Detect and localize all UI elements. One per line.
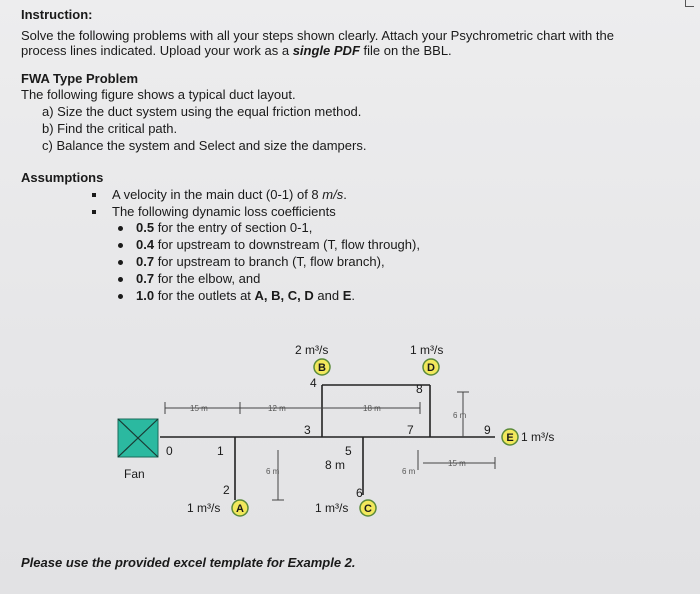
instruction-line-2-post: file on the BBL.: [359, 43, 452, 58]
length-15b: 15 m: [448, 459, 466, 468]
coefficient-description: for upstream to branch (T, flow branch),: [154, 254, 385, 269]
assumption-velocity-unit: m/s: [322, 187, 344, 202]
coefficient-description: for the entry of section 0-1,: [154, 220, 313, 235]
outlet-a-label: A: [236, 503, 244, 515]
length-6b: 6 m: [402, 467, 416, 476]
problem-title: FWA Type Problem: [21, 71, 139, 86]
problem-intro: The following figure shows a typical duct layout.: [21, 87, 296, 102]
coefficient-value: 0.7: [136, 254, 155, 269]
flow-a-label: 1 m³/s: [187, 501, 221, 515]
outlet-letters: A, B, C, D: [254, 288, 314, 303]
length-6a: 6 m: [266, 467, 280, 476]
assumption-velocity-end: .: [343, 187, 347, 202]
outlet-letter-e: E: [342, 288, 352, 303]
task-b: b) Find the critical path.: [42, 121, 178, 136]
coefficient-value: 0.5: [136, 220, 155, 235]
instruction-line-1: Solve the following problems with all your steps shown clearly. Attach your Psychrometric chart with the: [21, 28, 614, 43]
node-6: 6: [356, 486, 363, 500]
outlet-c-label: C: [364, 503, 372, 515]
coefficient-description: for upstream to downstream (T, flow through),: [154, 237, 420, 252]
footer-note: Please use the provided excel template for Example 2.: [21, 555, 356, 570]
node-7: 7: [407, 423, 414, 437]
length-6c: 6 m: [453, 411, 467, 420]
node-numbers: [166, 376, 491, 500]
length-8: 8 m: [325, 458, 346, 472]
node-0: 0: [166, 444, 173, 458]
instruction-heading: Instruction:: [21, 7, 93, 22]
node-1: 1: [217, 444, 224, 458]
node-8: 8: [416, 382, 423, 396]
outlet-b-label: B: [318, 362, 326, 374]
task-c: c) Balance the system and Select and size the dampers.: [42, 138, 367, 153]
coefficient-value: 1.0: [136, 288, 155, 303]
coefficient-description: for the outlets at: [154, 288, 255, 303]
flow-e-label: 1 m³/s: [521, 430, 555, 444]
fan-label: Fan: [124, 467, 145, 481]
node-2: 2: [223, 483, 230, 497]
coefficient-description: for the elbow, and: [154, 271, 261, 286]
assumption-velocity-text: A velocity in the main duct (0-1) of 8: [112, 187, 323, 202]
node-9: 9: [484, 423, 491, 437]
assumption-loss-coefficients: The following dynamic loss coefficients: [112, 204, 336, 219]
coefficient-value: 0.7: [136, 271, 155, 286]
length-15a: 15 m: [190, 404, 208, 413]
node-4: 4: [310, 376, 317, 390]
flow-d-label: 1 m³/s: [410, 343, 444, 357]
assumptions-heading: Assumptions: [21, 170, 104, 185]
length-12: 12 m: [268, 404, 286, 413]
conjunction: and: [313, 288, 343, 303]
instruction-emphasis: single PDF: [292, 43, 360, 58]
coefficient-value: 0.4: [136, 237, 155, 252]
task-a: a) Size the duct system using the equal friction method.: [42, 104, 362, 119]
dimension-lines: [165, 392, 495, 500]
outlet-e-label: E: [506, 432, 514, 444]
flow-b-label: 2 m³/s: [295, 343, 329, 357]
length-18: 18 m: [363, 404, 381, 413]
instruction-line-2-pre: process lines indicated. Upload your work as a: [21, 43, 293, 58]
duct-lines: [160, 385, 495, 500]
sentence-end: .: [351, 288, 355, 303]
flow-c-label: 1 m³/s: [315, 501, 349, 515]
flow-labels: [187, 343, 554, 515]
node-5: 5: [345, 444, 352, 458]
outlet-d-label: D: [427, 362, 435, 374]
node-3: 3: [304, 423, 311, 437]
